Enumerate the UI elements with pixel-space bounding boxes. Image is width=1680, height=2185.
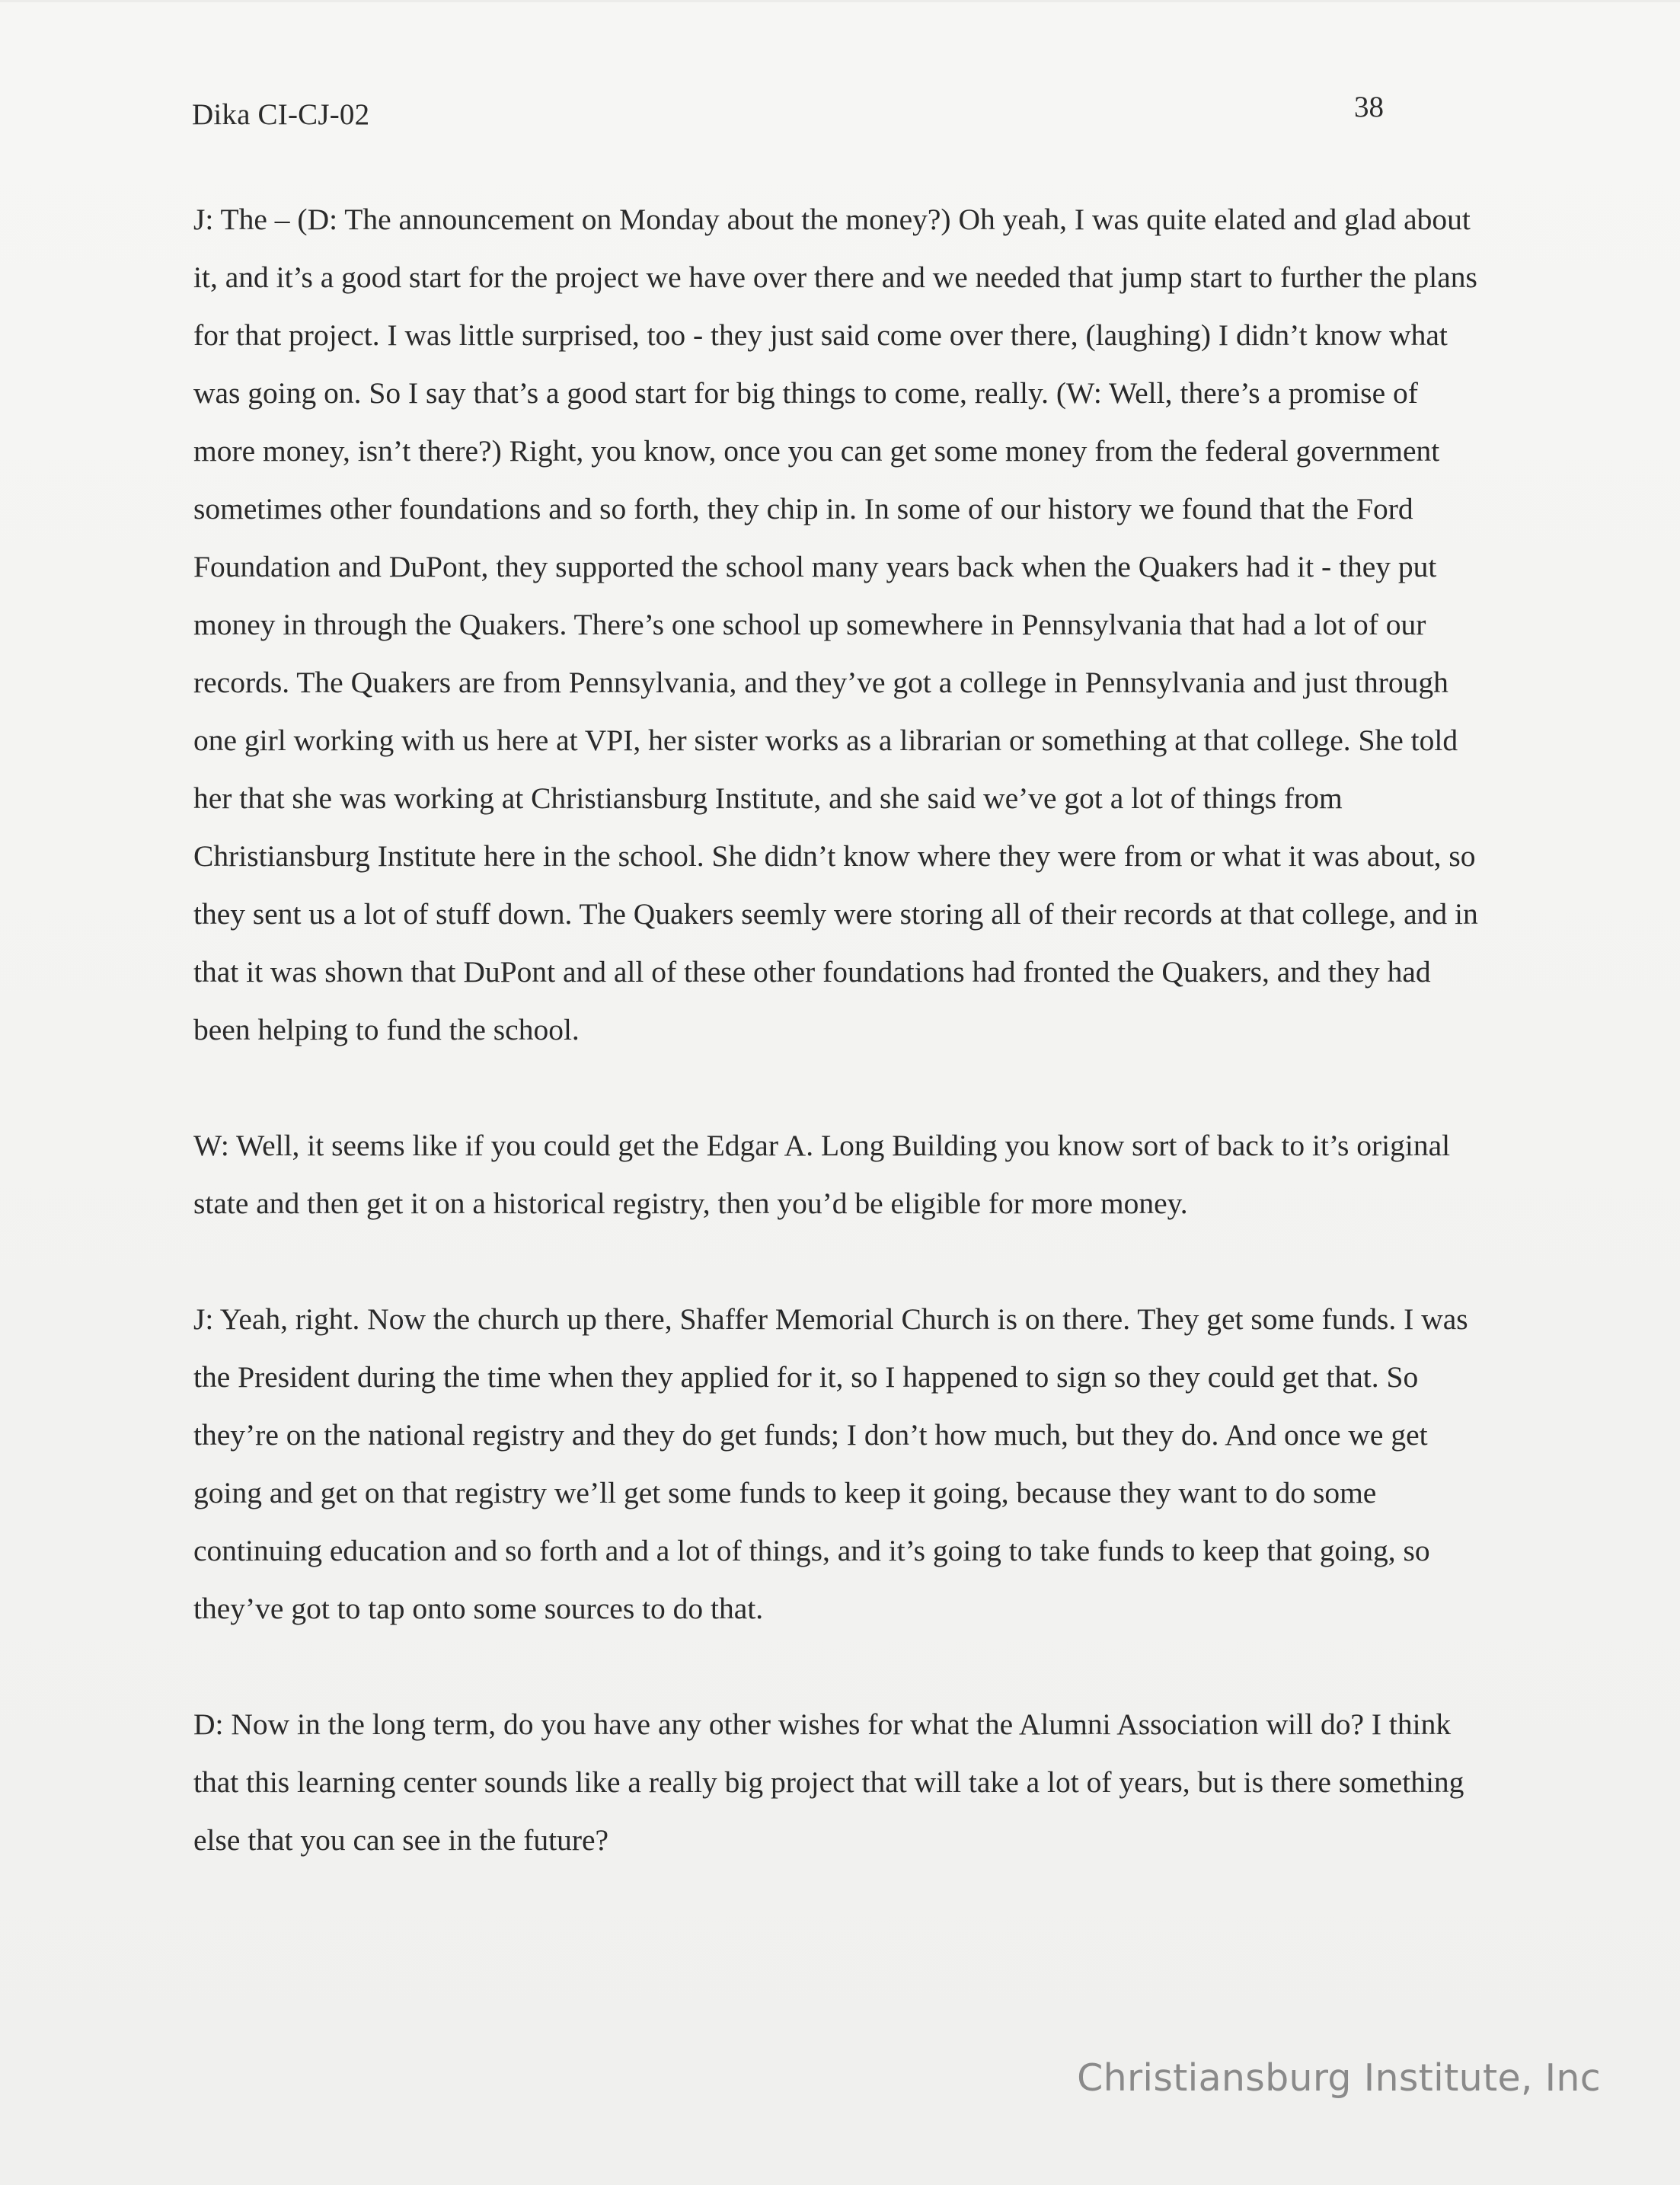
document-id: Dika CI-CJ-02 bbox=[192, 98, 370, 131]
transcript-body bbox=[193, 190, 1482, 1927]
transcript-paragraph-1: J: The – (D: The announcement on Monday about the money?) Oh yeah, I was quite elated and glad about it, and it’s a good start for the project we have over there and we needed that jump start to further the plans for that project. I was little surprised, too - they just said come over there, (laughing) I didn’t know what was going on. So I say that’s a good start for big things to come, really. (W: Well, there’s a promise of more money, isn’t there?) Right, you know, once you can get some money from the federal government sometimes other foundations and so forth, they chip in. In some of our history we found that the Ford Foundation and DuPont, they supported the school many years back when the Quakers had it - they put money in through the Quakers. There’s one school up somewhere in Pennsylvania that had a lot of our records. The Quakers are from Pennsylvania, and they’ve got a college in Pennsylvania and just through one girl working with us here at VPI, her sister works as a librarian or something at that college. She told her that she was working at Christiansburg Institute, and she said we’ve got a lot of things from Christiansburg Institute here in the school. She didn’t know where they were from or what it was about, so they sent us a lot of stuff down. The Quakers seemly were storing all of their records at that college, and in that it was shown that DuPont and all of these other foundations had fronted the Quakers, and they had been helping to fund the school. bbox=[193, 203, 1478, 1046]
organization-watermark: Christiansburg Institute, Inc bbox=[1077, 2056, 1601, 2100]
page-number: 38 bbox=[1354, 91, 1384, 123]
transcript-paragraph-3: J: Yeah, right. Now the church up there, Shaffer Memorial Church is on there. They get some funds. I was the President during the time when they applied for it, so I happened to sign so they could get that. So they’re on the national registry and they do get funds; I don’t how much, but they do. And once we get going and get on that registry we’ll get some funds to keep it going, because they want to do some continuing education and so forth and a lot of things, and it’s going to take funds to keep that going, so they’ve got to tap onto some sources to do that. bbox=[193, 1302, 1468, 1625]
transcript-paragraph-4: D: Now in the long term, do you have any other wishes for what the Alumni Association will do? I think that this learning center sounds like a really big project that will take a lot of years, but is there something else that you can see in the future? bbox=[193, 1707, 1464, 1857]
page-edge bbox=[0, 0, 1680, 2]
transcript-paragraph-2: W: Well, it seems like if you could get the Edgar A. Long Building you know sort of back to it’s original state and then get it on a historical registry, then you’d be eligible for more money. bbox=[193, 1129, 1451, 1220]
